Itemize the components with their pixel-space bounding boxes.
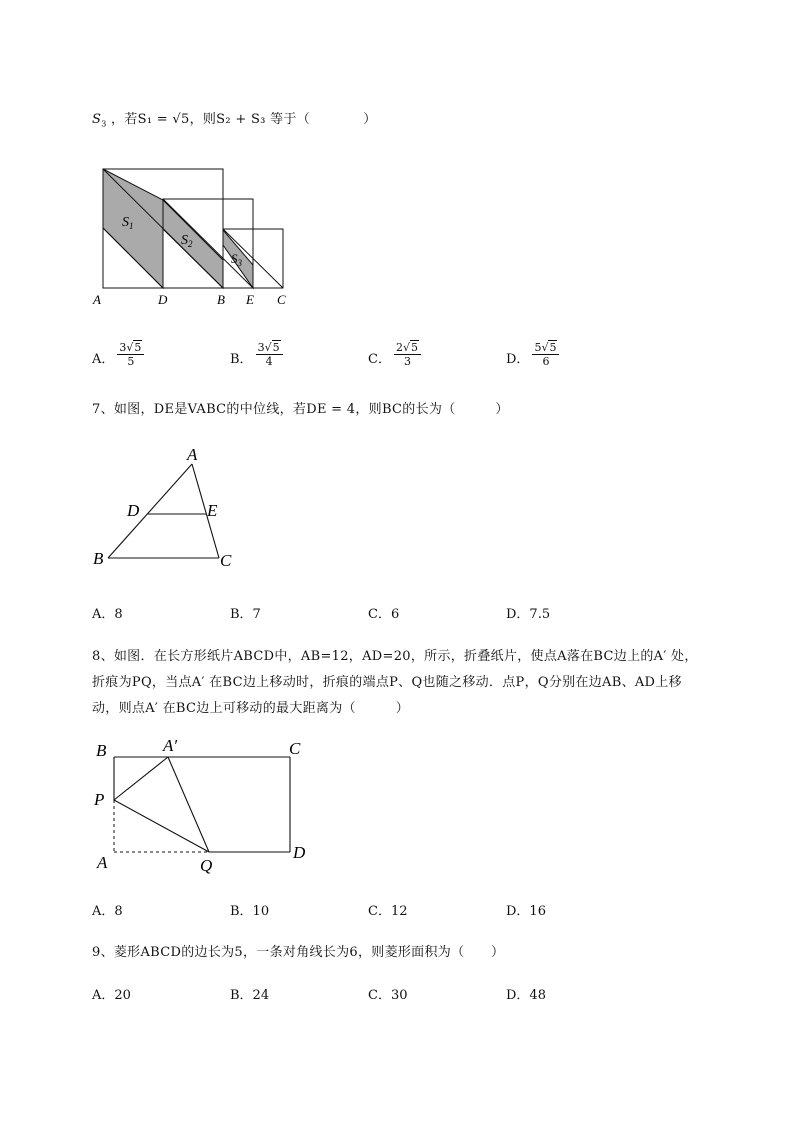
q7-label-d: D: [127, 501, 140, 520]
q6-option-a[interactable]: A． $\frac{3√5}{5}$: [92, 348, 144, 368]
q9-option-a[interactable]: A．20: [92, 988, 131, 1003]
q9-options: [92, 984, 652, 1014]
q8-stem-line3: 动，则点A′ 在BC边上可移动的最大距离为（ ）: [92, 701, 410, 716]
q7-label-b: B: [93, 549, 104, 568]
q6-label-s3: $S_3$: [231, 251, 242, 268]
q8-options: [92, 900, 652, 930]
q7-label-a: A: [187, 445, 198, 464]
q6-s3-symbol: S: [92, 112, 102, 127]
q8-option-d[interactable]: D．16: [506, 904, 546, 919]
q8-label-a: A: [97, 853, 108, 872]
q7-option-d[interactable]: D．7.5: [506, 607, 551, 622]
q7-label-e: E: [207, 501, 218, 520]
q9-option-c[interactable]: C．30: [368, 988, 408, 1003]
q6-label-b: B: [217, 292, 225, 307]
q8-label-q: Q: [200, 856, 213, 875]
q6-option-d-fraction: $\frac{5√5}{6}$: [532, 341, 559, 368]
q6-label-s2: $S_2$: [181, 233, 193, 249]
q6-label-e: E: [246, 292, 254, 307]
q9-option-d[interactable]: D．48: [506, 988, 546, 1003]
q8-label-p: P: [94, 790, 105, 809]
q6-label-d: D: [158, 292, 168, 307]
q6-label-c: C: [277, 292, 286, 307]
q7-option-a[interactable]: A．8: [92, 607, 123, 622]
q7-option-b[interactable]: B．7: [230, 607, 261, 622]
q8-label-d: D: [293, 843, 306, 862]
q9-option-b[interactable]: B．24: [230, 988, 270, 1003]
q6-option-a-fraction: $\frac{3√5}{5}$: [117, 341, 144, 368]
q7-option-c[interactable]: C．6: [368, 607, 400, 622]
q7-label-c: C: [220, 551, 232, 570]
q8-stem-line1: 8、如图．在长方形纸片ABCD中，AB=12，AD=20，所示，折叠纸片，使点A落在BC边上的A′ 处，: [92, 649, 698, 664]
q6-s3-sub: 3: [101, 119, 107, 129]
q6-label-a: A: [93, 292, 101, 307]
q6-label-s1: $S_1$: [122, 215, 134, 231]
q8-fold-a-prime-q: [168, 757, 209, 852]
q8-stem-line2: 折痕为PQ，当点A′ 在BC边上移动时，折痕的端点P、Q也随之移动．点P，Q分别在边AB、AD上移: [92, 675, 682, 690]
q8-option-a[interactable]: A．8: [92, 904, 123, 919]
q8-fold-pa-prime: [114, 757, 168, 800]
q8-label-b: B: [96, 741, 107, 760]
q6-option-c[interactable]: C． $\frac{2√5}{3}$: [368, 348, 421, 368]
q6-option-b-fraction: $\frac{3√5}{4}$: [256, 341, 283, 368]
q8-label-c: C: [289, 739, 301, 758]
q8-crease-pq: [114, 800, 209, 852]
q9-stem: 9、菱形ABCD的边长为5，一条对角线长为6，则菱形面积为（ ）: [92, 945, 505, 960]
q8-option-b[interactable]: B．10: [230, 904, 270, 919]
q8-option-c[interactable]: C．12: [368, 904, 408, 919]
q6-option-b[interactable]: B． $\frac{3√5}{4}$: [230, 348, 283, 368]
q6-option-d[interactable]: D． $\frac{5√5}{6}$: [506, 348, 559, 368]
q6-option-c-fraction: $\frac{2√5}{3}$: [394, 341, 421, 368]
q8-label-a-prime: A′: [163, 736, 178, 755]
q6-stem-text: ，若S₁ = √5，则S₂ + S₃ 等于（ ）: [111, 112, 377, 127]
q7-stem: 7、如图，DE是VABC的中位线，若DE = 4，则BC的长为（ ）: [92, 402, 509, 417]
